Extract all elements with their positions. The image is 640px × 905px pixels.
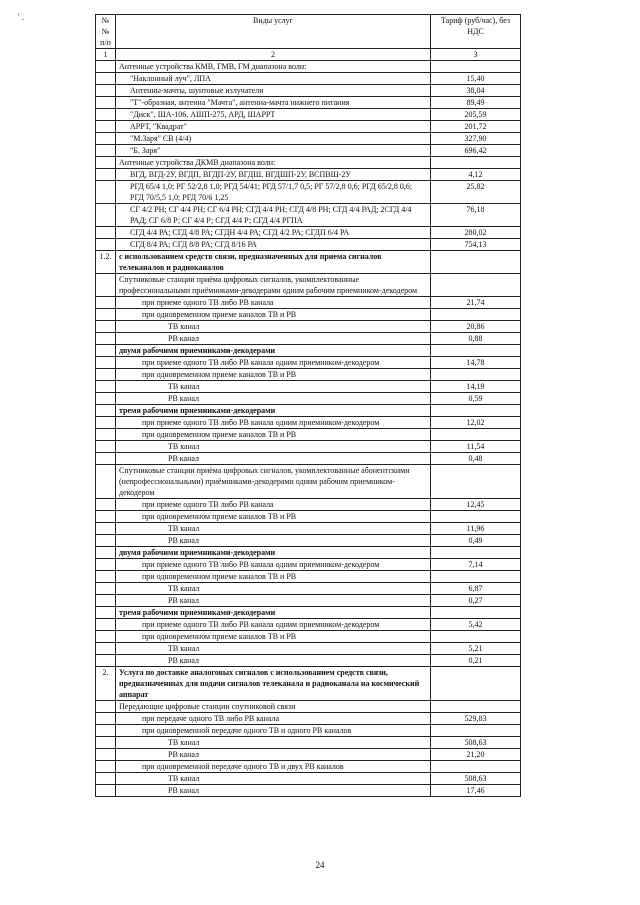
table-row [96, 441, 521, 453]
tariff-value-cell: 7,14 [431, 559, 521, 571]
header-service-cell: Виды услуг [116, 15, 431, 49]
service-description-cell: СГ 4/2 РН; СГ 4/4 РН; СГ 6/4 РН; СГД 4/4 РН; СГД 4/8 РН; СГД 4/4 РАД; 2СГД 4/4 РАД; СГ 6/8 Р; СГ 4/4 Р; СГД 4/4 Р; СГД 4/4 РГПА [116, 204, 431, 227]
tariff-value-cell: 6,87 [431, 583, 521, 595]
table-row [96, 297, 521, 309]
service-description-cell: при приеме одного ТВ либо РВ канала одним приемником-декодером [116, 417, 431, 429]
row-number-cell [96, 61, 116, 73]
tariff-value-cell [431, 429, 521, 441]
tariff-value-cell: 508,63 [431, 773, 521, 785]
row-number-cell: 1.2. [96, 251, 116, 274]
service-description-cell: двумя рабочими приемниками-декодерами [116, 547, 431, 559]
service-description-cell: "Б. Заря" [116, 145, 431, 157]
table-row [96, 595, 521, 607]
tariff-value-cell: 89,49 [431, 97, 521, 109]
table-row [96, 499, 521, 511]
row-number-cell [96, 381, 116, 393]
row-number-cell [96, 535, 116, 547]
row-number-cell [96, 785, 116, 797]
service-description-cell: СГД 4/4 РА; СГД 4/8 РА; СГДН 4/4 РА; СГД 4/2 РА; СГДП 6/4 РА [116, 227, 431, 239]
tariff-value-cell [431, 345, 521, 357]
service-description-cell: ТВ канал [116, 737, 431, 749]
table-row [96, 417, 521, 429]
tariff-value-cell [431, 465, 521, 499]
tariff-value-cell: 696,42 [431, 145, 521, 157]
service-description-cell: ТВ канал [116, 773, 431, 785]
service-description-cell: при одновременном приеме каналов ТВ и РВ [116, 571, 431, 583]
row-number-cell [96, 725, 116, 737]
service-description-cell: "Т"-образная, антенна "Мачта", антенна-мачта нижнего питания [116, 97, 431, 109]
tariff-value-cell: 327,90 [431, 133, 521, 145]
row-number-cell [96, 523, 116, 535]
table-row [96, 631, 521, 643]
tariff-value-cell: 0,88 [431, 333, 521, 345]
table-row [96, 73, 521, 85]
tariff-value-cell: 12,02 [431, 417, 521, 429]
service-description-cell: Передающие цифровые станции спутниковой связи [116, 701, 431, 713]
service-description-cell: при приеме одного ТВ либо РВ канала [116, 297, 431, 309]
table-row [96, 643, 521, 655]
row-number-cell [96, 631, 116, 643]
service-description-cell: при одновременном приеме каналов ТВ и РВ [116, 429, 431, 441]
service-description-cell: "М.Заря" СВ (4/4) [116, 133, 431, 145]
service-description-cell: РВ канал [116, 785, 431, 797]
service-description-cell: ТВ канал [116, 643, 431, 655]
row-number-cell [96, 109, 116, 121]
row-number-cell [96, 297, 116, 309]
row-number-cell [96, 559, 116, 571]
table-row [96, 381, 521, 393]
column-number-row [96, 49, 521, 61]
tariff-value-cell: 0,48 [431, 453, 521, 465]
row-number-cell [96, 643, 116, 655]
table-row [96, 227, 521, 239]
table-row [96, 429, 521, 441]
tariff-value-cell [431, 761, 521, 773]
table-row [96, 725, 521, 737]
table-row [96, 619, 521, 631]
row-number-cell [96, 73, 116, 85]
table-row [96, 713, 521, 725]
row-number-cell [96, 405, 116, 417]
table-row [96, 133, 521, 145]
table-row [96, 761, 521, 773]
service-description-cell: Услуга по доставке аналоговых сигналов с использованием средств связи, предназначенных для подачи сигналов телеканала и радиоканала на космический аппарат [116, 667, 431, 701]
table-header-row [96, 15, 521, 49]
row-number-cell [96, 145, 116, 157]
tariff-value-cell: 0,27 [431, 595, 521, 607]
table-row [96, 157, 521, 169]
service-description-cell: РВ канал [116, 453, 431, 465]
tariff-value-cell: 15,40 [431, 73, 521, 85]
tariff-value-cell [431, 607, 521, 619]
tariff-value-cell: 17,46 [431, 785, 521, 797]
header-tariff-cell: Тариф (руб/час), без НДС [431, 15, 521, 49]
service-description-cell: Антенные устройства ДКМВ диапазона волн: [116, 157, 431, 169]
tariff-value-cell [431, 701, 521, 713]
row-number-cell [96, 571, 116, 583]
tariff-value-cell: 5,42 [431, 619, 521, 631]
service-description-cell: ТВ канал [116, 523, 431, 535]
row-number-cell [96, 393, 116, 405]
table-row [96, 321, 521, 333]
row-number-cell [96, 429, 116, 441]
row-number-cell [96, 607, 116, 619]
table-row [96, 701, 521, 713]
table-row [96, 465, 521, 499]
tariff-value-cell: 20,86 [431, 321, 521, 333]
table-row [96, 121, 521, 133]
tariff-value-cell [431, 571, 521, 583]
row-number-cell [96, 547, 116, 559]
service-description-cell: РВ канал [116, 333, 431, 345]
tariff-value-cell: 76,18 [431, 204, 521, 227]
row-number-cell [96, 169, 116, 181]
service-description-cell: Антенные устройства КМВ, ГМВ, ГМ диапазона волн: [116, 61, 431, 73]
table-row [96, 607, 521, 619]
service-description-cell: ТВ канал [116, 321, 431, 333]
tariff-value-cell: 280,02 [431, 227, 521, 239]
table-row [96, 773, 521, 785]
tariff-value-cell: 205,59 [431, 109, 521, 121]
header-number-cell: №№ п/п [96, 15, 116, 49]
service-description-cell: СГД 8/4 РА; СГД 8/8 РА; СГД 8/16 РА [116, 239, 431, 251]
page-number: 24 [315, 860, 325, 870]
row-number-cell [96, 499, 116, 511]
table-row [96, 169, 521, 181]
service-description-cell: при одновременном приеме каналов ТВ и РВ [116, 511, 431, 523]
table-row [96, 251, 521, 274]
service-description-cell: при одновременном приеме каналов ТВ и РВ [116, 309, 431, 321]
service-description-cell: при приеме одного ТВ либо РВ канала одним приемником-декодером [116, 559, 431, 571]
service-description-cell: ТВ канал [116, 441, 431, 453]
table-row [96, 357, 521, 369]
service-description-cell: при передаче одного ТВ либо РВ канала [116, 713, 431, 725]
tariff-value-cell [431, 157, 521, 169]
service-description-cell: ТВ канал [116, 381, 431, 393]
table-row [96, 405, 521, 417]
tariff-value-cell [431, 725, 521, 737]
tariff-value-cell: 508,63 [431, 737, 521, 749]
row-number-cell [96, 655, 116, 667]
row-number-cell [96, 181, 116, 204]
tariff-value-cell: 25,82 [431, 181, 521, 204]
table-row [96, 333, 521, 345]
tariff-value-cell: 754,13 [431, 239, 521, 251]
service-description-cell: с использованием средств связи, предназначенных для приема сигналов телеканалов и радиоканалов [116, 251, 431, 274]
table-row [96, 749, 521, 761]
row-number-cell [96, 333, 116, 345]
tariff-value-cell: 0,59 [431, 393, 521, 405]
row-number-cell [96, 713, 116, 725]
service-description-cell: ВГД, ВГД-2У, ВГДП, ВГДП-2У, ВГДШ, ВГДШП-2У, ВСПВШ-2У [116, 169, 431, 181]
row-number-cell [96, 701, 116, 713]
row-number-cell [96, 309, 116, 321]
row-number-cell [96, 157, 116, 169]
service-description-cell: при приеме одного ТВ либо РВ канала одним приемником-декодером [116, 619, 431, 631]
row-number-cell [96, 274, 116, 297]
table-row [96, 453, 521, 465]
service-description-cell: АРРТ, "Квадрат" [116, 121, 431, 133]
service-description-cell: при приеме одного ТВ либо РВ канала одним приемником-декодером [116, 357, 431, 369]
table-row [96, 61, 521, 73]
row-number-cell [96, 345, 116, 357]
table-row [96, 145, 521, 157]
service-description-cell: РВ канал [116, 749, 431, 761]
tariff-value-cell: 11,54 [431, 441, 521, 453]
tariff-value-cell: 21,20 [431, 749, 521, 761]
service-description-cell: при одновременном приеме каналов ТВ и РВ [116, 369, 431, 381]
service-description-cell: РГД 65/4 1,0; РГ 52/2,8 1,0; РГД 54/41; РГД 57/1,7 0,5; РГ 57/2,8 0,6; РГД 65/2,8 0,6; РГД 70/5,5 1,0; РГД 70/6 1,25 [116, 181, 431, 204]
table-row [96, 181, 521, 204]
service-description-cell: Антенны-мачты, шунтовые излучатели [116, 85, 431, 97]
tariff-value-cell [431, 667, 521, 701]
tariff-value-cell [431, 511, 521, 523]
tariff-table [95, 14, 521, 797]
row-number-cell [96, 441, 116, 453]
table-row [96, 583, 521, 595]
row-number-cell [96, 595, 116, 607]
tariff-value-cell [431, 631, 521, 643]
row-number-cell [96, 133, 116, 145]
table-row [96, 571, 521, 583]
row-number-cell: 2. [96, 667, 116, 701]
row-number-cell [96, 357, 116, 369]
tariff-value-cell [431, 61, 521, 73]
table-row [96, 737, 521, 749]
tariff-value-cell: 201,72 [431, 121, 521, 133]
tariff-value-cell: 0,49 [431, 535, 521, 547]
service-description-cell: при приеме одного ТВ либо РВ канала [116, 499, 431, 511]
tariff-value-cell [431, 547, 521, 559]
service-description-cell: Спутниковые станции приёма цифровых сигналов, укомплектованные профессиональными приёмниками-декодерами одним рабочим приемником-декодером [116, 274, 431, 297]
table-row [96, 97, 521, 109]
table-row [96, 85, 521, 97]
service-description-cell: тремя рабочими приемниками-декодерами [116, 607, 431, 619]
service-description-cell: РВ канал [116, 393, 431, 405]
column-number-2: 2 [116, 49, 431, 61]
service-description-cell: РВ канал [116, 535, 431, 547]
row-number-cell [96, 417, 116, 429]
row-number-cell [96, 465, 116, 499]
service-description-cell: при одновременной передаче одного ТВ и двух РВ каналов [116, 761, 431, 773]
table-row [96, 667, 521, 701]
table-row [96, 239, 521, 251]
service-description-cell: тремя рабочими приемниками-декодерами [116, 405, 431, 417]
service-description-cell: ТВ канал [116, 583, 431, 595]
row-number-cell [96, 204, 116, 227]
column-number-1: 1 [96, 49, 116, 61]
tariff-value-cell: 4,12 [431, 169, 521, 181]
table-row [96, 109, 521, 121]
table-row [96, 309, 521, 321]
tariff-value-cell [431, 405, 521, 417]
service-description-cell: "Наклонный луч", ЛПА [116, 73, 431, 85]
service-description-cell: при одновременном приеме каналов ТВ и РВ [116, 631, 431, 643]
tariff-value-cell [431, 369, 521, 381]
table-row [96, 535, 521, 547]
row-number-cell [96, 121, 116, 133]
row-number-cell [96, 773, 116, 785]
table-row [96, 369, 521, 381]
row-number-cell [96, 511, 116, 523]
tariff-value-cell: 11,96 [431, 523, 521, 535]
service-description-cell: Спутниковые станции приёма цифровых сигналов, укомплектованные абонентскими (непрофессиональными) приёмниками-декодерами одним рабочим приемником-декодером [116, 465, 431, 499]
table-row [96, 559, 521, 571]
table-row [96, 655, 521, 667]
row-number-cell [96, 321, 116, 333]
table-row [96, 274, 521, 297]
tariff-value-cell: 21,74 [431, 297, 521, 309]
service-description-cell: РВ канал [116, 595, 431, 607]
row-number-cell [96, 239, 116, 251]
row-number-cell [96, 85, 116, 97]
tariff-value-cell: 38,04 [431, 85, 521, 97]
table-row [96, 511, 521, 523]
row-number-cell [96, 227, 116, 239]
tariff-value-cell: 14,78 [431, 357, 521, 369]
margin-mark: ' . [18, 12, 25, 22]
tariff-value-cell [431, 251, 521, 274]
table-row [96, 345, 521, 357]
service-description-cell: при одновременной передаче одного ТВ и одного РВ каналов [116, 725, 431, 737]
table-row [96, 785, 521, 797]
table-row [96, 393, 521, 405]
column-number-3: 3 [431, 49, 521, 61]
table-row [96, 204, 521, 227]
service-description-cell: "Диск", ША-106, АШП-275, АРД, ШАРРТ [116, 109, 431, 121]
tariff-value-cell [431, 274, 521, 297]
row-number-cell [96, 583, 116, 595]
table-row [96, 547, 521, 559]
tariff-value-cell: 12,45 [431, 499, 521, 511]
row-number-cell [96, 761, 116, 773]
tariff-value-cell: 529,83 [431, 713, 521, 725]
tariff-value-cell: 14,19 [431, 381, 521, 393]
table-row [96, 523, 521, 535]
tariff-value-cell [431, 309, 521, 321]
row-number-cell [96, 453, 116, 465]
row-number-cell [96, 737, 116, 749]
row-number-cell [96, 97, 116, 109]
service-description-cell: двумя рабочими приемниками-декодерами [116, 345, 431, 357]
row-number-cell [96, 619, 116, 631]
service-description-cell: РВ канал [116, 655, 431, 667]
row-number-cell [96, 369, 116, 381]
row-number-cell [96, 749, 116, 761]
tariff-value-cell: 0,21 [431, 655, 521, 667]
tariff-value-cell: 5,21 [431, 643, 521, 655]
